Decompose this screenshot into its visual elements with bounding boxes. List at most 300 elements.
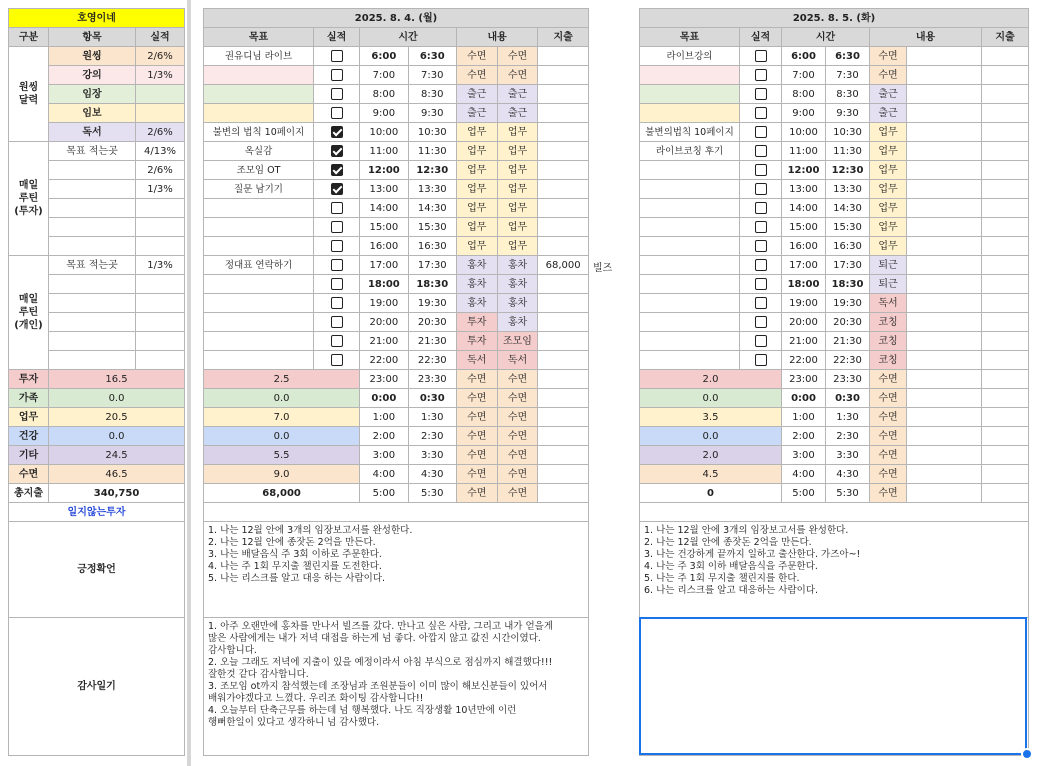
content-cell[interactable] <box>907 427 982 446</box>
result-cell[interactable]: 2/6% <box>136 123 185 142</box>
expense-cell[interactable] <box>538 484 589 503</box>
checkbox-icon[interactable] <box>755 240 767 252</box>
checkbox-icon[interactable] <box>755 278 767 290</box>
time-cell[interactable]: 1:00 <box>360 408 408 427</box>
expense-cell[interactable] <box>538 275 589 294</box>
content-cell[interactable]: 퇴근 <box>870 256 907 275</box>
result-cell[interactable] <box>136 332 185 351</box>
column-header[interactable]: 시간 <box>360 28 457 47</box>
item-cell[interactable] <box>49 313 136 332</box>
time-cell[interactable]: 13:00 <box>360 180 408 199</box>
content-cell[interactable]: 코칭 <box>870 332 907 351</box>
result-checkbox[interactable] <box>313 104 359 123</box>
result-cell[interactable] <box>136 104 185 123</box>
expense-cell[interactable] <box>538 199 589 218</box>
expense-cell[interactable] <box>982 47 1029 66</box>
item-cell[interactable]: 목표 적는곳 <box>49 142 136 161</box>
goal-cell[interactable]: 불변의 법칙 10페이지 <box>204 123 314 142</box>
content-cell[interactable] <box>907 332 982 351</box>
checkbox-icon[interactable] <box>755 88 767 100</box>
content-cell[interactable]: 업무 <box>870 142 907 161</box>
checkbox-icon[interactable] <box>331 240 343 252</box>
content-cell[interactable]: 수면 <box>456 484 497 503</box>
time-cell[interactable]: 23:30 <box>826 370 870 389</box>
result-cell[interactable]: 2/6% <box>136 47 185 66</box>
time-cell[interactable]: 20:30 <box>408 313 456 332</box>
checkbox-icon[interactable] <box>755 145 767 157</box>
time-cell[interactable]: 19:00 <box>782 294 826 313</box>
time-cell[interactable]: 9:00 <box>782 104 826 123</box>
column-header[interactable]: 구분 <box>9 28 49 47</box>
time-cell[interactable]: 1:30 <box>408 408 456 427</box>
result-checkbox[interactable] <box>740 294 782 313</box>
result-checkbox[interactable] <box>740 47 782 66</box>
result-checkbox[interactable] <box>740 104 782 123</box>
item-cell[interactable]: 임장 <box>49 85 136 104</box>
expense-cell[interactable] <box>982 370 1029 389</box>
content-cell[interactable]: 업무 <box>456 142 497 161</box>
summary-label[interactable]: 기타 <box>9 446 49 465</box>
time-cell[interactable]: 12:30 <box>408 161 456 180</box>
item-cell[interactable]: 임보 <box>49 104 136 123</box>
item-cell[interactable] <box>49 218 136 237</box>
checked-checkbox-icon[interactable] <box>331 183 343 195</box>
time-cell[interactable]: 16:00 <box>360 237 408 256</box>
expense-cell[interactable] <box>538 237 589 256</box>
time-cell[interactable]: 6:30 <box>408 47 456 66</box>
content-cell[interactable]: 수면 <box>456 427 497 446</box>
goal-cell[interactable]: 질문 남기기 <box>204 180 314 199</box>
time-cell[interactable]: 8:30 <box>408 85 456 104</box>
time-cell[interactable]: 8:00 <box>782 85 826 104</box>
expense-cell[interactable] <box>982 389 1029 408</box>
goal-cell[interactable] <box>640 332 740 351</box>
time-cell[interactable]: 12:00 <box>782 161 826 180</box>
time-cell[interactable]: 14:00 <box>782 199 826 218</box>
goal-cell[interactable]: 권유디님 라이브 <box>204 47 314 66</box>
expense-cell[interactable] <box>982 256 1029 275</box>
column-header[interactable]: 실적 <box>136 28 185 47</box>
content-cell[interactable]: 수면 <box>456 446 497 465</box>
content-cell[interactable]: 홍차 <box>456 275 497 294</box>
checkbox-icon[interactable] <box>755 107 767 119</box>
checkbox-icon[interactable] <box>755 354 767 366</box>
gratitude-label[interactable]: 감사일기 <box>9 618 185 756</box>
checkbox-icon[interactable] <box>331 335 343 347</box>
result-cell[interactable] <box>136 199 185 218</box>
content-cell[interactable]: 수면 <box>497 66 538 85</box>
content-cell[interactable] <box>907 161 982 180</box>
checked-checkbox-icon[interactable] <box>331 145 343 157</box>
time-cell[interactable]: 19:00 <box>360 294 408 313</box>
time-cell[interactable]: 16:30 <box>408 237 456 256</box>
content-cell[interactable] <box>907 275 982 294</box>
expense-cell[interactable] <box>538 465 589 484</box>
time-cell[interactable]: 4:00 <box>360 465 408 484</box>
time-cell[interactable]: 21:00 <box>360 332 408 351</box>
time-cell[interactable]: 9:30 <box>826 104 870 123</box>
summary-value[interactable]: 0.0 <box>640 427 782 446</box>
time-cell[interactable]: 23:00 <box>360 370 408 389</box>
expense-cell[interactable] <box>538 161 589 180</box>
checked-checkbox-icon[interactable] <box>331 164 343 176</box>
time-cell[interactable]: 12:30 <box>826 161 870 180</box>
expense-cell[interactable] <box>538 332 589 351</box>
expense-cell[interactable] <box>982 218 1029 237</box>
result-checkbox[interactable] <box>740 199 782 218</box>
checkbox-icon[interactable] <box>331 354 343 366</box>
content-cell[interactable]: 업무 <box>497 142 538 161</box>
time-cell[interactable]: 20:00 <box>360 313 408 332</box>
item-cell[interactable] <box>49 332 136 351</box>
column-header[interactable]: 항목 <box>49 28 136 47</box>
affirmation-label[interactable]: 긍정확언 <box>9 522 185 618</box>
time-cell[interactable]: 0:00 <box>360 389 408 408</box>
time-cell[interactable]: 15:00 <box>782 218 826 237</box>
expense-cell[interactable] <box>982 180 1029 199</box>
time-cell[interactable]: 21:30 <box>826 332 870 351</box>
time-cell[interactable]: 19:30 <box>826 294 870 313</box>
content-cell[interactable]: 독서 <box>870 294 907 313</box>
expense-cell[interactable] <box>982 123 1029 142</box>
summary-value[interactable]: 0.0 <box>204 427 360 446</box>
result-cell[interactable]: 1/3% <box>136 66 185 85</box>
expense-cell[interactable] <box>982 294 1029 313</box>
result-checkbox[interactable] <box>313 332 359 351</box>
time-cell[interactable]: 17:00 <box>360 256 408 275</box>
expense-cell[interactable] <box>538 85 589 104</box>
time-cell[interactable]: 1:00 <box>782 408 826 427</box>
content-cell[interactable]: 독서 <box>456 351 497 370</box>
result-cell[interactable]: 2/6% <box>136 161 185 180</box>
time-cell[interactable]: 18:00 <box>782 275 826 294</box>
item-cell[interactable]: 독서 <box>49 123 136 142</box>
result-checkbox[interactable] <box>313 218 359 237</box>
time-cell[interactable]: 6:30 <box>826 47 870 66</box>
checkbox-icon[interactable] <box>755 126 767 138</box>
time-cell[interactable]: 18:30 <box>408 275 456 294</box>
content-cell[interactable]: 수면 <box>497 389 538 408</box>
checkbox-icon[interactable] <box>331 88 343 100</box>
result-checkbox[interactable] <box>313 313 359 332</box>
content-cell[interactable]: 업무 <box>456 218 497 237</box>
goal-cell[interactable] <box>640 275 740 294</box>
content-cell[interactable]: 수면 <box>497 465 538 484</box>
goal-cell[interactable] <box>640 199 740 218</box>
checkbox-icon[interactable] <box>755 50 767 62</box>
result-checkbox[interactable] <box>313 66 359 85</box>
checkbox-icon[interactable] <box>755 164 767 176</box>
time-cell[interactable]: 21:00 <box>782 332 826 351</box>
content-cell[interactable] <box>907 484 982 503</box>
checkbox-icon[interactable] <box>331 316 343 328</box>
result-checkbox[interactable] <box>740 66 782 85</box>
content-cell[interactable]: 수면 <box>870 66 907 85</box>
content-cell[interactable] <box>907 142 982 161</box>
content-cell[interactable]: 출근 <box>497 85 538 104</box>
checkbox-icon[interactable] <box>755 183 767 195</box>
group-label[interactable]: 매일 루틴 (개인) <box>9 256 49 370</box>
time-cell[interactable]: 14:30 <box>408 199 456 218</box>
time-cell[interactable]: 2:30 <box>408 427 456 446</box>
expense-cell[interactable]: 68,000 <box>538 256 589 275</box>
fill-handle[interactable] <box>1021 748 1033 760</box>
content-cell[interactable] <box>907 104 982 123</box>
expense-cell[interactable] <box>538 408 589 427</box>
expense-cell[interactable] <box>538 351 589 370</box>
time-cell[interactable]: 14:00 <box>360 199 408 218</box>
summary-value[interactable]: 5.5 <box>204 446 360 465</box>
summary-value[interactable]: 4.5 <box>640 465 782 484</box>
time-cell[interactable]: 7:00 <box>360 66 408 85</box>
expense-cell[interactable] <box>538 370 589 389</box>
time-cell[interactable]: 14:30 <box>826 199 870 218</box>
item-cell[interactable] <box>49 275 136 294</box>
content-cell[interactable]: 수면 <box>456 47 497 66</box>
result-checkbox[interactable] <box>740 218 782 237</box>
content-cell[interactable] <box>907 294 982 313</box>
goal-cell[interactable]: 불변의법칙 10페이지 <box>640 123 740 142</box>
summary-value[interactable]: 0.0 <box>204 389 360 408</box>
goal-cell[interactable] <box>640 256 740 275</box>
date-header[interactable]: 2025. 8. 5. (화) <box>640 9 1029 28</box>
content-cell[interactable]: 수면 <box>456 408 497 427</box>
content-cell[interactable]: 수면 <box>870 427 907 446</box>
goal-cell[interactable] <box>204 332 314 351</box>
item-cell[interactable] <box>49 294 136 313</box>
checkbox-icon[interactable] <box>331 69 343 81</box>
goal-cell[interactable]: 라이브코칭 후기 <box>640 142 740 161</box>
content-cell[interactable]: 수면 <box>497 484 538 503</box>
time-cell[interactable]: 18:30 <box>826 275 870 294</box>
blank-row[interactable] <box>204 503 589 522</box>
goal-cell[interactable] <box>204 85 314 104</box>
content-cell[interactable] <box>907 199 982 218</box>
time-cell[interactable]: 20:00 <box>782 313 826 332</box>
content-cell[interactable]: 수면 <box>456 389 497 408</box>
checkbox-icon[interactable] <box>755 335 767 347</box>
sheet-title[interactable]: 호영이네 <box>9 9 185 28</box>
content-cell[interactable]: 수면 <box>497 370 538 389</box>
affirmation-note[interactable] <box>640 522 1029 618</box>
content-cell[interactable]: 업무 <box>456 123 497 142</box>
column-header[interactable]: 실적 <box>740 28 782 47</box>
expense-cell[interactable] <box>538 104 589 123</box>
time-cell[interactable]: 9:30 <box>408 104 456 123</box>
goal-cell[interactable]: 정대표 연락하기 <box>204 256 314 275</box>
result-cell[interactable]: 1/3% <box>136 256 185 275</box>
item-cell[interactable] <box>49 180 136 199</box>
content-cell[interactable]: 업무 <box>497 199 538 218</box>
result-checkbox[interactable] <box>313 256 359 275</box>
checkbox-icon[interactable] <box>331 107 343 119</box>
expense-cell[interactable] <box>982 199 1029 218</box>
time-cell[interactable]: 6:00 <box>360 47 408 66</box>
goal-cell[interactable] <box>204 294 314 313</box>
result-cell[interactable]: 4/13% <box>136 142 185 161</box>
summary-label[interactable]: 투자 <box>9 370 49 389</box>
content-cell[interactable]: 출근 <box>456 104 497 123</box>
checkbox-icon[interactable] <box>755 221 767 233</box>
gratitude-note[interactable] <box>204 618 589 756</box>
time-cell[interactable]: 11:00 <box>782 142 826 161</box>
goal-cell[interactable] <box>204 313 314 332</box>
time-cell[interactable]: 13:30 <box>408 180 456 199</box>
total-value[interactable]: 340,750 <box>49 484 185 503</box>
content-cell[interactable]: 수면 <box>456 66 497 85</box>
content-cell[interactable]: 코칭 <box>870 313 907 332</box>
column-header[interactable]: 시간 <box>782 28 870 47</box>
content-cell[interactable]: 업무 <box>456 237 497 256</box>
content-cell[interactable]: 업무 <box>456 199 497 218</box>
content-cell[interactable] <box>907 218 982 237</box>
column-header[interactable]: 내용 <box>456 28 537 47</box>
checkbox-icon[interactable] <box>331 297 343 309</box>
summary-value[interactable]: 0.0 <box>49 427 185 446</box>
checkbox-icon[interactable] <box>331 259 343 271</box>
time-cell[interactable]: 15:00 <box>360 218 408 237</box>
result-checkbox[interactable] <box>313 351 359 370</box>
time-cell[interactable]: 2:00 <box>360 427 408 446</box>
result-cell[interactable] <box>136 85 185 104</box>
content-cell[interactable]: 수면 <box>870 484 907 503</box>
result-cell[interactable] <box>136 218 185 237</box>
column-header[interactable]: 내용 <box>870 28 982 47</box>
result-checkbox[interactable] <box>313 85 359 104</box>
content-cell[interactable] <box>907 370 982 389</box>
time-cell[interactable]: 20:30 <box>826 313 870 332</box>
content-cell[interactable]: 업무 <box>456 161 497 180</box>
checkbox-icon[interactable] <box>755 69 767 81</box>
time-cell[interactable]: 11:30 <box>408 142 456 161</box>
expense-cell[interactable] <box>538 218 589 237</box>
expense-cell[interactable] <box>982 427 1029 446</box>
time-cell[interactable]: 3:30 <box>408 446 456 465</box>
time-cell[interactable]: 19:30 <box>408 294 456 313</box>
time-cell[interactable]: 18:00 <box>360 275 408 294</box>
content-cell[interactable]: 수면 <box>456 370 497 389</box>
item-cell[interactable]: 목표 적는곳 <box>49 256 136 275</box>
time-cell[interactable]: 8:30 <box>826 85 870 104</box>
content-cell[interactable]: 독서 <box>497 351 538 370</box>
result-checkbox[interactable] <box>313 142 359 161</box>
content-cell[interactable] <box>907 465 982 484</box>
time-cell[interactable]: 7:30 <box>826 66 870 85</box>
time-cell[interactable]: 22:30 <box>826 351 870 370</box>
time-cell[interactable]: 3:30 <box>826 446 870 465</box>
checkbox-icon[interactable] <box>755 259 767 271</box>
content-cell[interactable] <box>907 237 982 256</box>
content-cell[interactable]: 수면 <box>870 47 907 66</box>
expense-cell[interactable] <box>538 66 589 85</box>
summary-value[interactable]: 24.5 <box>49 446 185 465</box>
content-cell[interactable]: 업무 <box>870 180 907 199</box>
time-cell[interactable]: 11:30 <box>826 142 870 161</box>
result-cell[interactable] <box>136 313 185 332</box>
content-cell[interactable]: 퇴근 <box>870 275 907 294</box>
expense-cell[interactable] <box>982 161 1029 180</box>
blank-row[interactable] <box>640 503 1029 522</box>
checkbox-icon[interactable] <box>755 316 767 328</box>
result-checkbox[interactable] <box>740 142 782 161</box>
content-cell[interactable]: 출근 <box>456 85 497 104</box>
result-cell[interactable] <box>136 275 185 294</box>
summary-label[interactable]: 건강 <box>9 427 49 446</box>
result-checkbox[interactable] <box>313 199 359 218</box>
date-header[interactable]: 2025. 8. 4. (월) <box>204 9 589 28</box>
result-checkbox[interactable] <box>313 180 359 199</box>
content-cell[interactable]: 업무 <box>870 237 907 256</box>
content-cell[interactable]: 홍차 <box>456 294 497 313</box>
time-cell[interactable]: 10:00 <box>782 123 826 142</box>
expense-cell[interactable] <box>982 408 1029 427</box>
content-cell[interactable]: 홍차 <box>497 275 538 294</box>
time-cell[interactable]: 23:00 <box>782 370 826 389</box>
checkbox-icon[interactable] <box>331 202 343 214</box>
summary-value[interactable]: 7.0 <box>204 408 360 427</box>
summary-value[interactable]: 2.5 <box>204 370 360 389</box>
expense-cell[interactable] <box>538 313 589 332</box>
item-cell[interactable] <box>49 237 136 256</box>
expense-cell[interactable] <box>538 427 589 446</box>
content-cell[interactable]: 조모임 <box>497 332 538 351</box>
expense-cell[interactable] <box>538 294 589 313</box>
goal-cell[interactable] <box>204 66 314 85</box>
content-cell[interactable]: 수면 <box>870 370 907 389</box>
time-cell[interactable]: 16:30 <box>826 237 870 256</box>
content-cell[interactable]: 업무 <box>870 199 907 218</box>
goal-cell[interactable] <box>640 66 740 85</box>
result-cell[interactable] <box>136 351 185 370</box>
goal-cell[interactable]: 라이브강의 <box>640 47 740 66</box>
time-cell[interactable]: 13:00 <box>782 180 826 199</box>
summary-label[interactable]: 가족 <box>9 389 49 408</box>
time-cell[interactable]: 0:30 <box>826 389 870 408</box>
expense-cell[interactable] <box>982 332 1029 351</box>
content-cell[interactable]: 코칭 <box>870 351 907 370</box>
goal-cell[interactable] <box>640 180 740 199</box>
time-cell[interactable]: 1:30 <box>826 408 870 427</box>
goal-cell[interactable] <box>204 237 314 256</box>
checkbox-icon[interactable] <box>331 278 343 290</box>
content-cell[interactable]: 업무 <box>870 161 907 180</box>
content-cell[interactable]: 홍차 <box>456 256 497 275</box>
expense-cell[interactable] <box>982 237 1029 256</box>
affirmation-note[interactable] <box>204 522 589 618</box>
expense-cell[interactable] <box>982 142 1029 161</box>
time-cell[interactable]: 3:00 <box>782 446 826 465</box>
goal-cell[interactable]: 조모임 OT <box>204 161 314 180</box>
content-cell[interactable]: 업무 <box>456 180 497 199</box>
column-header[interactable]: 지출 <box>538 28 589 47</box>
total-label[interactable]: 총지출 <box>9 484 49 503</box>
content-cell[interactable] <box>907 180 982 199</box>
content-cell[interactable] <box>907 66 982 85</box>
result-checkbox[interactable] <box>313 237 359 256</box>
time-cell[interactable]: 0:00 <box>782 389 826 408</box>
content-cell[interactable]: 수면 <box>870 465 907 484</box>
result-checkbox[interactable] <box>313 161 359 180</box>
content-cell[interactable]: 수면 <box>456 465 497 484</box>
expense-cell[interactable] <box>538 180 589 199</box>
time-cell[interactable]: 17:00 <box>782 256 826 275</box>
content-cell[interactable]: 출근 <box>870 85 907 104</box>
summary-value[interactable]: 2.0 <box>640 446 782 465</box>
group-label[interactable]: 매일 루틴 (투자) <box>9 142 49 256</box>
summary-value[interactable]: 0.0 <box>640 389 782 408</box>
result-cell[interactable]: 1/3% <box>136 180 185 199</box>
summary-value[interactable]: 0.0 <box>49 389 185 408</box>
